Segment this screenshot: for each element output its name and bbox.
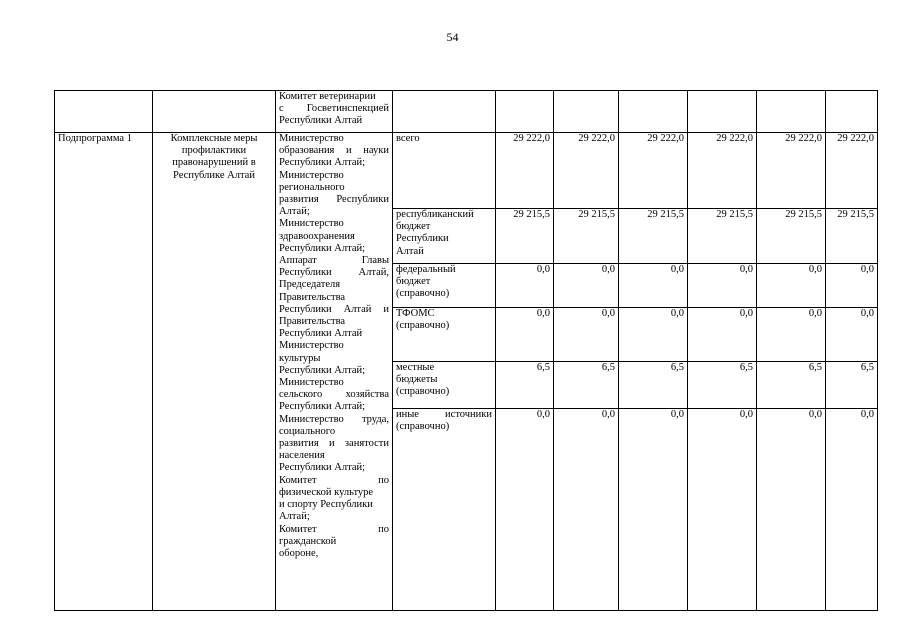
value-cell: 29 222,0 (688, 133, 757, 209)
value-cell: 0,0 (619, 308, 688, 362)
source-label (393, 409, 496, 611)
value-cell: 6,5 (496, 362, 554, 409)
value-cell: 29 222,0 (554, 133, 619, 209)
value-cell: 0,0 (496, 409, 554, 611)
value-cell: 6,5 (619, 362, 688, 409)
value-cell: 29 215,5 (619, 209, 688, 264)
executor-line: Алтай; (279, 511, 310, 523)
executor-line: Министерство (279, 169, 344, 181)
source-label (393, 362, 496, 409)
executor-line: обороне, (279, 547, 319, 559)
executor-line: Министерство (279, 218, 344, 230)
value-cell: 0,0 (688, 308, 757, 362)
executor-line: культуры (279, 352, 321, 364)
source-label-line: (справочно) (396, 386, 450, 398)
subprogram-name-line: профилактики (181, 145, 247, 157)
value-cell: 0,0 (826, 409, 878, 611)
value-cell: 29 215,5 (826, 209, 878, 264)
executor-line: развития Республики (279, 194, 389, 206)
value-cell: 6,5 (826, 362, 878, 409)
executor-line: регионального (279, 181, 345, 193)
value-cell: 0,0 (826, 308, 878, 362)
executor-line: здравоохранения (279, 230, 355, 242)
executor-line: Аппарат Главы (279, 255, 389, 267)
source-label-line: ТФОМС (396, 308, 435, 319)
source-label-line: (справочно) (396, 320, 450, 332)
source-label (393, 209, 496, 264)
executor-list (276, 133, 393, 611)
executor-line: Министерство (279, 377, 344, 389)
value-cell: 29 222,0 (757, 133, 826, 209)
subprogram-name (153, 133, 276, 611)
source-label-line: бюджет (396, 221, 431, 233)
executor-line: Комитет ветеринарии (279, 91, 376, 102)
value-cell-empty (688, 91, 757, 133)
executor-line: Комитет по (279, 523, 389, 535)
source-label-line: республиканский (396, 209, 474, 220)
page-number: 54 (446, 30, 459, 44)
value-cell-empty (757, 91, 826, 133)
name-cell-empty (153, 91, 276, 133)
executor-line: с Госветинспекцией (279, 103, 389, 115)
subprogram-label: Подпрограмма 1 (55, 133, 153, 611)
executor-line: Министерство труда, (279, 413, 389, 425)
value-cell: 29 215,5 (757, 209, 826, 264)
executor-line: образования и науки (279, 145, 389, 157)
value-cell-empty (619, 91, 688, 133)
value-cell: 6,5 (688, 362, 757, 409)
source-label (393, 308, 496, 362)
executor-line: Комитет по (279, 474, 389, 486)
executor-line: Министерство (279, 340, 344, 352)
value-cell: 0,0 (554, 409, 619, 611)
subprogram-name-line: правонарушений в (172, 157, 256, 169)
value-cell: 0,0 (757, 264, 826, 308)
value-cell-empty (826, 91, 878, 133)
value-cell: 0,0 (496, 264, 554, 308)
value-cell: 0,0 (826, 264, 878, 308)
value-cell: 0,0 (619, 409, 688, 611)
executor-line: Республики Алтай; (279, 157, 366, 169)
value-cell: 0,0 (688, 409, 757, 611)
source-label-line: (справочно) (396, 421, 450, 433)
source-label-line: Республики (396, 233, 449, 245)
executor-line: развития и занятости (279, 438, 389, 450)
source-label-line: федеральный (396, 264, 456, 275)
executor-line: и спорту Республики (279, 499, 373, 511)
value-cell: 29 215,5 (496, 209, 554, 264)
table-row-total (55, 133, 878, 209)
subprogram-name-line: Республике Алтай (173, 169, 255, 181)
table-row-continuation (55, 91, 878, 133)
value-cell: 0,0 (554, 308, 619, 362)
source-label (393, 264, 496, 308)
value-cell: 6,5 (757, 362, 826, 409)
executor-line: Министерство (279, 133, 344, 144)
value-cell: 29 222,0 (619, 133, 688, 209)
executor-line: Республики Алтай, (279, 267, 389, 279)
budget-table (54, 90, 878, 611)
executor-line: сельского хозяйства (279, 389, 389, 401)
subprogram-cell-empty (55, 91, 153, 133)
executor-line: Республики Алтай; (279, 242, 366, 254)
source-label-line: иные источники (396, 409, 492, 420)
value-cell: 0,0 (688, 264, 757, 308)
source-label-line: всего (396, 133, 420, 144)
executor-line: гражданской (279, 535, 337, 547)
executor-line: Председателя (279, 279, 341, 291)
executor-line: Республики Алтай (279, 115, 363, 127)
value-cell: 0,0 (757, 308, 826, 362)
executor-line: Республики Алтай; (279, 364, 366, 376)
value-cell: 0,0 (757, 409, 826, 611)
executor-line: социального (279, 425, 336, 437)
value-cell: 0,0 (554, 264, 619, 308)
executor-line: Правительства (279, 316, 346, 328)
executor-line: Республики Алтай; (279, 462, 366, 474)
source-label-line: Алтай (396, 245, 424, 257)
value-cell: 29 215,5 (554, 209, 619, 264)
value-cell: 29 222,0 (496, 133, 554, 209)
executor-line: Республики Алтай и (279, 303, 389, 315)
executor-line: Правительства (279, 291, 346, 303)
subprogram-name-line: Комплексные меры (170, 133, 258, 144)
source-label-line: бюджеты (396, 374, 438, 386)
value-cell: 6,5 (554, 362, 619, 409)
value-cell: 29 215,5 (688, 209, 757, 264)
executor-line: Алтай; (279, 206, 310, 218)
value-cell: 0,0 (496, 308, 554, 362)
source-label-line: (справочно) (396, 288, 450, 300)
value-cell: 29 222,0 (826, 133, 878, 209)
value-cell-empty (554, 91, 619, 133)
executor-line: физической культуре (279, 486, 374, 498)
source-label-line: бюджет (396, 276, 431, 288)
value-cell: 0,0 (619, 264, 688, 308)
source-label (393, 133, 496, 209)
source-label-line: местные (396, 362, 435, 373)
executor-line: населения (279, 450, 325, 462)
source-cell-empty (393, 91, 496, 133)
executor-line: Республики Алтай (279, 328, 363, 340)
value-cell-empty (496, 91, 554, 133)
executor-cell-top (276, 91, 393, 133)
executor-line: Республики Алтай; (279, 401, 366, 413)
